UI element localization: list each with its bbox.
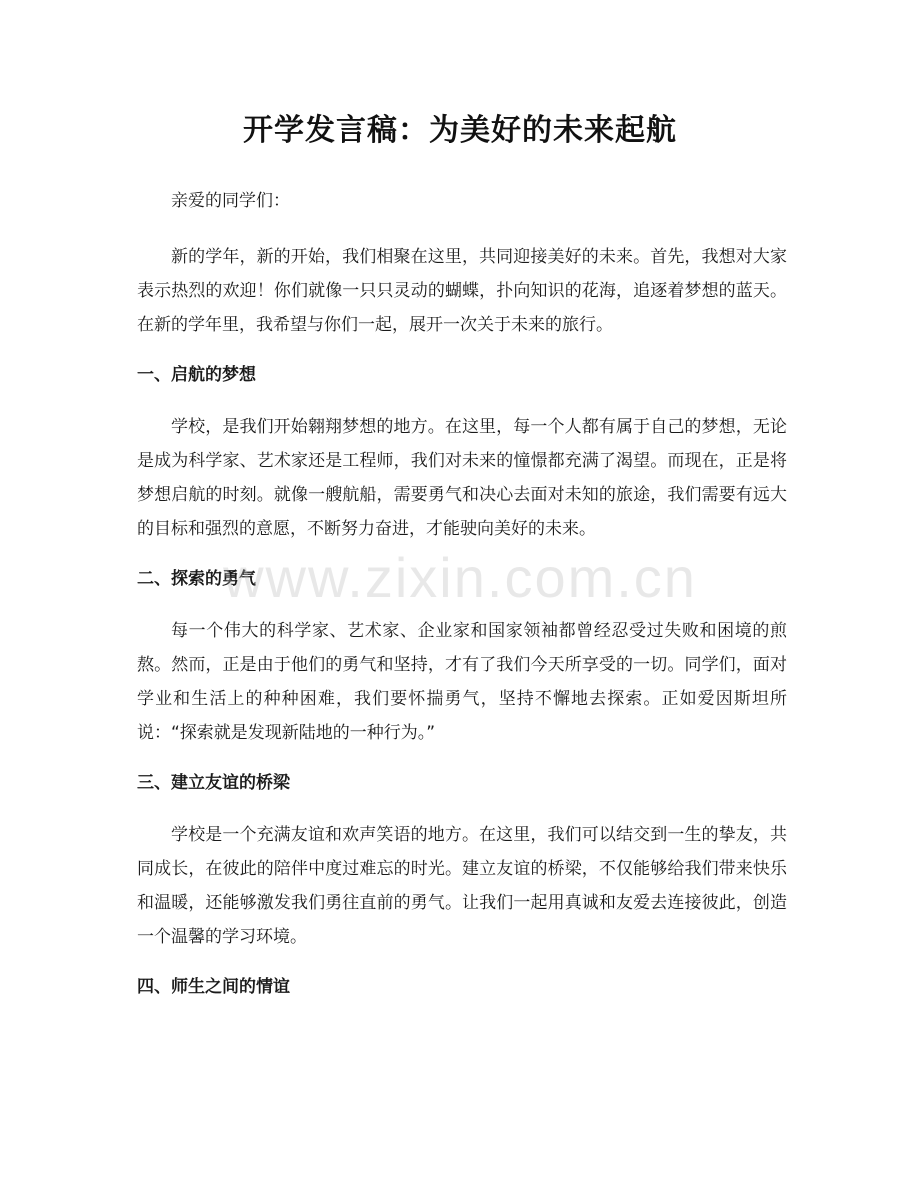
section-heading-3: 三、建立友谊的桥梁 (137, 773, 290, 793)
section-heading-4: 四、师生之间的情谊 (137, 977, 290, 997)
document-body (137, 184, 787, 1022)
section-heading-1: 一、启航的梦想 (137, 365, 256, 385)
watermark: www.zixin.com.cn (223, 546, 697, 609)
greeting: 亲爱的同学们： (171, 191, 290, 211)
intro-paragraph: 新的学年，新的开始，我们相聚在这里，共同迎接美好的未来。首先，我想对大家表示热烈的欢迎！你们就像一只只灵动的蝴蝶，扑向知识的花海，追逐着梦想的蓝天。在新的学年里，我希望与你们一起，展开一次关于未来的旅行。 (137, 247, 787, 335)
section-body-2: 每一个伟大的科学家、艺术家、企业家和国家领袖都曾经忍受过失败和困境的煎熬。然而，正是由于他们的勇气和坚持，才有了我们今天所享受的一切。同学们，面对学业和生活上的种种困难，我们要怀揣勇气，坚持不懈地去探索。正如爱因斯坦所说：“探索就是发现新陆地的一种行为。” (137, 621, 787, 743)
section-body-3: 学校是一个充满友谊和欢声笑语的地方。在这里，我们可以结交到一生的挚友，共同成长，在彼此的陪伴中度过难忘的时光。建立友谊的桥梁，不仅能够给我们带来快乐和温暖，还能够激发我们勇往直前的勇气。让我们一起用真诚和友爱去连接彼此，创造一个温馨的学习环境。 (137, 825, 787, 947)
section-body-1: 学校，是我们开始翱翔梦想的地方。在这里，每一个人都有属于自己的梦想，无论是成为科学家、艺术家还是工程师，我们对未来的憧憬都充满了渴望。而现在，正是将梦想启航的时刻。就像一艘航船，需要勇气和决心去面对未知的旅途，我们需要有远大的目标和强烈的意愿，不断努力奋进，才能驶向美好的未来。 (137, 417, 787, 539)
document-title: 开学发言稿：为美好的未来起航 (243, 113, 677, 148)
section-heading-2: 二、探索的勇气 (137, 569, 256, 589)
